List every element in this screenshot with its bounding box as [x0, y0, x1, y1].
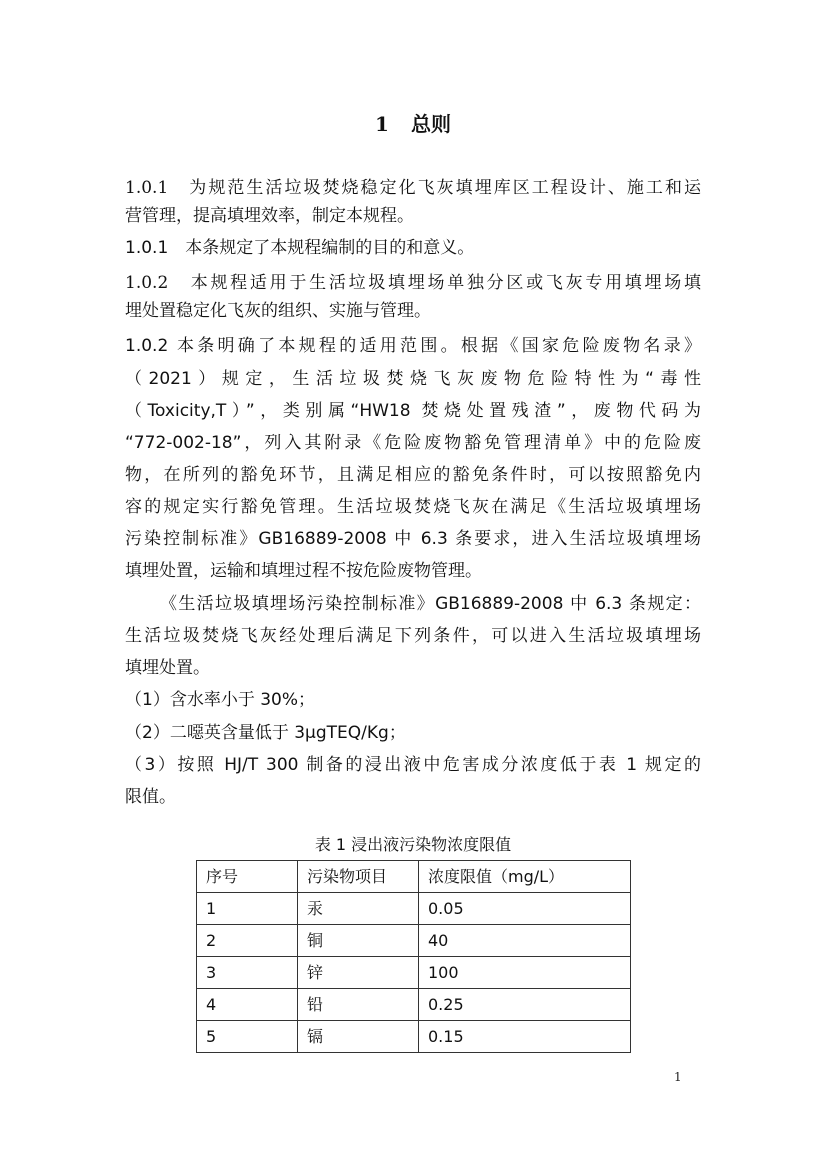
table-row	[197, 893, 631, 925]
clause-1-0-1-line: 1.0.1 为规范生活垃圾焚烧稳定化飞灰填埋库区工程设计、施工和运	[125, 178, 701, 198]
clause-1-0-1-line: 营管理，提高填埋效率，制定本规程。	[125, 206, 414, 226]
table-row	[197, 925, 631, 957]
chapter-heading	[0, 110, 826, 138]
clause-1-0-2-note-line: 污染控制标准》GB16889-2008 中 6.3 条要求，进入生活垃圾填埋场	[125, 529, 701, 549]
clause-1-0-2-note-line: 1.0.2 本条明确了本规程的适用范围。根据《国家危险废物名录》	[125, 336, 701, 356]
page-number: 1	[674, 1070, 682, 1084]
cell-pollutant: 铅	[298, 989, 419, 1021]
clause-1-0-2-line: 1.0.2 本规程适用于生活垃圾填埋场单独分区或飞灰专用填埋场填	[125, 273, 701, 293]
standard-line: 《生活垃圾填埋场污染控制标准》GB16889-2008 中 6.3 条规定：	[160, 594, 701, 614]
table-header-row	[197, 861, 631, 893]
header-cell: 浓度限值（mg/L）	[419, 861, 631, 893]
clause-1-0-2-note-line: 填埋处置，运输和填埋过程不按危险废物管理。	[125, 561, 482, 581]
condition-item: （1）含水率小于 30%；	[125, 690, 316, 710]
standard-line: 生活垃圾焚烧飞灰经处理后满足下列条件，可以进入生活垃圾填埋场	[125, 626, 701, 646]
cell-pollutant: 锌	[298, 957, 419, 989]
table-caption: 表 1 浸出液污染物浓度限值	[314, 835, 512, 854]
condition-item: 限值。	[125, 787, 176, 807]
leachate-limits-table	[196, 860, 631, 1053]
table-row	[197, 957, 631, 989]
cell-pollutant: 汞	[298, 893, 419, 925]
table-row	[197, 1021, 631, 1053]
clause-1-0-2-note-line: “772-002-18”，列入其附录《危险废物豁免管理清单》中的危险废	[125, 433, 701, 453]
table-row	[197, 989, 631, 1021]
cell-limit: 0.05	[419, 893, 631, 925]
cell-index: 4	[197, 989, 298, 1021]
clause-1-0-2-note-line: （2021）规定，生活垃圾焚烧飞灰废物危险特性为“毒性	[125, 369, 701, 389]
cell-pollutant: 铜	[298, 925, 419, 957]
cell-pollutant: 镉	[298, 1021, 419, 1053]
cell-limit: 0.15	[419, 1021, 631, 1053]
cell-limit: 40	[419, 925, 631, 957]
clause-1-0-2-note-line: 物，在所列的豁免环节，且满足相应的豁免条件时，可以按照豁免内	[125, 465, 701, 485]
cell-index: 1	[197, 893, 298, 925]
standard-line: 填埋处置。	[125, 658, 210, 678]
header-cell: 污染物项目	[298, 861, 419, 893]
chapter-title: 总则	[410, 112, 451, 136]
cell-index: 3	[197, 957, 298, 989]
condition-item: （3）按照 HJ/T 300 制备的浸出液中危害成分浓度低于表 1 规定的	[125, 755, 701, 775]
clause-1-0-2-line: 埋处置稳定化飞灰的组织、实施与管理。	[125, 301, 431, 321]
cell-index: 2	[197, 925, 298, 957]
cell-limit: 0.25	[419, 989, 631, 1021]
cell-index: 5	[197, 1021, 298, 1053]
cell-limit: 100	[419, 957, 631, 989]
condition-item: （2）二噁英含量低于 3μgTEQ/Kg；	[125, 723, 406, 743]
clause-1-0-2-note-line: （Toxicity,T）”，类别属“HW18 焚烧处置残渣”，废物代码为	[125, 401, 701, 421]
clause-1-0-2-note-line: 容的规定实行豁免管理。生活垃圾焚烧飞灰在满足《生活垃圾填埋场	[125, 497, 701, 517]
chapter-number: 1	[375, 112, 389, 136]
header-cell: 序号	[197, 861, 298, 893]
clause-1-0-1-note: 1.0.1 本条规定了本规程编制的目的和意义。	[125, 238, 475, 258]
